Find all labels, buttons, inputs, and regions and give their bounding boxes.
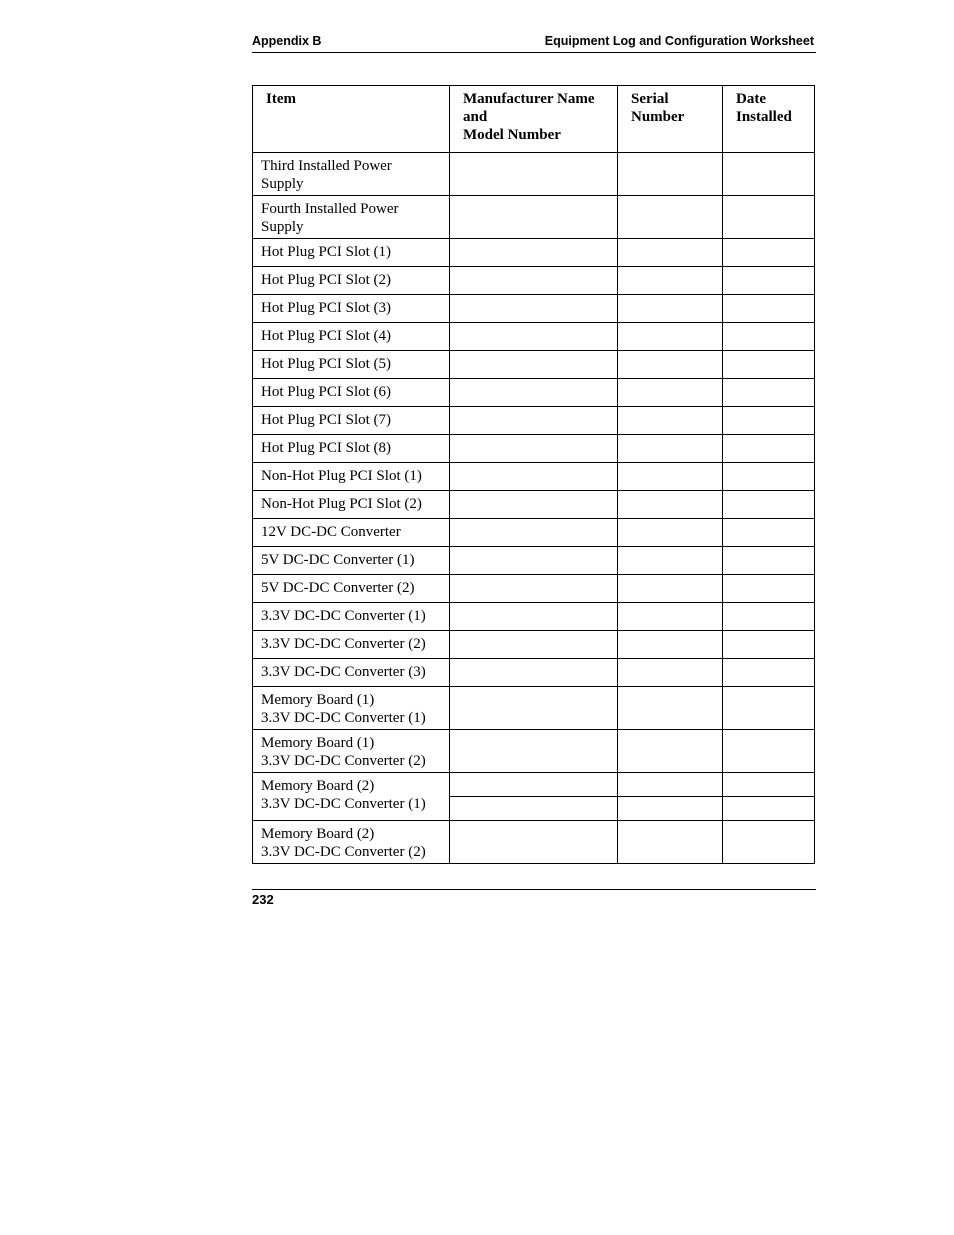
item-cell: 3.3V DC-DC Converter (2) bbox=[253, 631, 450, 659]
page-number: 232 bbox=[252, 892, 274, 907]
manufacturer-cell[interactable] bbox=[450, 379, 618, 407]
item-cell: Memory Board (1) 3.3V DC-DC Converter (1) bbox=[253, 687, 450, 730]
item-cell: Hot Plug PCI Slot (2) bbox=[253, 267, 450, 295]
header-chapter-title: Equipment Log and Configuration Worksheet bbox=[544, 34, 814, 48]
manufacturer-cell[interactable] bbox=[450, 631, 618, 659]
table-row bbox=[253, 196, 815, 239]
serial-cell[interactable] bbox=[618, 687, 723, 730]
manufacturer-cell[interactable] bbox=[450, 687, 618, 730]
manufacturer-cell[interactable] bbox=[450, 603, 618, 631]
serial-cell[interactable] bbox=[618, 659, 723, 687]
table-row bbox=[253, 631, 815, 659]
serial-cell[interactable] bbox=[618, 463, 723, 491]
item-cell: Memory Board (2) 3.3V DC-DC Converter (1) bbox=[253, 773, 450, 821]
item-cell: 5V DC-DC Converter (2) bbox=[253, 575, 450, 603]
date-cell[interactable] bbox=[723, 407, 815, 435]
date-cell[interactable] bbox=[723, 435, 815, 463]
date-cell[interactable] bbox=[723, 519, 815, 547]
date-cell[interactable] bbox=[723, 730, 815, 773]
item-cell: Hot Plug PCI Slot (4) bbox=[253, 323, 450, 351]
item-cell: Non-Hot Plug PCI Slot (2) bbox=[253, 491, 450, 519]
manufacturer-cell[interactable] bbox=[450, 267, 618, 295]
item-cell: Hot Plug PCI Slot (6) bbox=[253, 379, 450, 407]
table-row bbox=[253, 659, 815, 687]
table-row bbox=[253, 687, 815, 730]
serial-cell[interactable] bbox=[618, 351, 723, 379]
table-row bbox=[253, 730, 815, 773]
item-cell: Fourth Installed Power Supply bbox=[253, 196, 450, 239]
column-header-serial: Serial Number bbox=[618, 86, 723, 153]
date-cell[interactable] bbox=[723, 659, 815, 687]
header-section-label: Appendix B bbox=[252, 34, 322, 48]
manufacturer-cell[interactable] bbox=[450, 407, 618, 435]
serial-cell[interactable] bbox=[618, 575, 723, 603]
table-row bbox=[253, 407, 815, 435]
table-row bbox=[253, 603, 815, 631]
serial-cell[interactable] bbox=[618, 435, 723, 463]
date-cell[interactable] bbox=[723, 773, 815, 797]
table-row bbox=[253, 491, 815, 519]
date-cell[interactable] bbox=[723, 323, 815, 351]
serial-cell[interactable] bbox=[618, 547, 723, 575]
date-cell[interactable] bbox=[723, 491, 815, 519]
manufacturer-cell[interactable] bbox=[450, 519, 618, 547]
item-cell: Non-Hot Plug PCI Slot (1) bbox=[253, 463, 450, 491]
manufacturer-cell[interactable] bbox=[450, 351, 618, 379]
equipment-log-table bbox=[252, 85, 815, 864]
serial-cell[interactable] bbox=[618, 519, 723, 547]
item-cell: 3.3V DC-DC Converter (1) bbox=[253, 603, 450, 631]
serial-cell[interactable] bbox=[618, 821, 723, 864]
manufacturer-cell[interactable] bbox=[450, 323, 618, 351]
table-row bbox=[253, 351, 815, 379]
table-row bbox=[253, 575, 815, 603]
manufacturer-cell[interactable] bbox=[450, 463, 618, 491]
manufacturer-cell[interactable] bbox=[450, 547, 618, 575]
date-cell[interactable] bbox=[723, 797, 815, 821]
date-cell[interactable] bbox=[723, 687, 815, 730]
date-cell[interactable] bbox=[723, 821, 815, 864]
item-cell: Memory Board (2) 3.3V DC-DC Converter (2) bbox=[253, 821, 450, 864]
column-header-manufacturer: Manufacturer Name and Model Number bbox=[450, 86, 618, 153]
manufacturer-cell[interactable] bbox=[450, 491, 618, 519]
item-cell: Hot Plug PCI Slot (3) bbox=[253, 295, 450, 323]
serial-cell[interactable] bbox=[618, 407, 723, 435]
date-cell[interactable] bbox=[723, 575, 815, 603]
serial-cell[interactable] bbox=[618, 295, 723, 323]
table-header-row bbox=[253, 86, 815, 153]
table-row bbox=[253, 821, 815, 864]
item-cell: Hot Plug PCI Slot (8) bbox=[253, 435, 450, 463]
table-row bbox=[253, 773, 815, 797]
serial-cell[interactable] bbox=[618, 773, 723, 797]
serial-cell[interactable] bbox=[618, 797, 723, 821]
serial-cell[interactable] bbox=[618, 730, 723, 773]
manufacturer-cell[interactable] bbox=[450, 730, 618, 773]
manufacturer-cell[interactable] bbox=[450, 797, 618, 821]
column-header-item: Item bbox=[253, 86, 450, 153]
table-row bbox=[253, 379, 815, 407]
serial-cell[interactable] bbox=[618, 267, 723, 295]
serial-cell[interactable] bbox=[618, 153, 723, 196]
manufacturer-cell[interactable] bbox=[450, 575, 618, 603]
serial-cell[interactable] bbox=[618, 631, 723, 659]
running-header bbox=[252, 34, 816, 53]
item-cell: Memory Board (1) 3.3V DC-DC Converter (2) bbox=[253, 730, 450, 773]
table-row bbox=[253, 153, 815, 196]
item-cell: Hot Plug PCI Slot (7) bbox=[253, 407, 450, 435]
footer-divider bbox=[252, 889, 816, 890]
date-cell[interactable] bbox=[723, 547, 815, 575]
table-row bbox=[253, 547, 815, 575]
item-cell: 12V DC-DC Converter bbox=[253, 519, 450, 547]
manufacturer-cell[interactable] bbox=[450, 239, 618, 267]
manufacturer-cell[interactable] bbox=[450, 295, 618, 323]
table-row bbox=[253, 463, 815, 491]
column-header-date-installed: Date Installed bbox=[723, 86, 815, 153]
manufacturer-cell[interactable] bbox=[450, 773, 618, 797]
manufacturer-cell[interactable] bbox=[450, 196, 618, 239]
manufacturer-cell[interactable] bbox=[450, 153, 618, 196]
date-cell[interactable] bbox=[723, 267, 815, 295]
serial-cell[interactable] bbox=[618, 603, 723, 631]
table-row bbox=[253, 435, 815, 463]
date-cell[interactable] bbox=[723, 463, 815, 491]
serial-cell[interactable] bbox=[618, 239, 723, 267]
table-row bbox=[253, 519, 815, 547]
date-cell[interactable] bbox=[723, 153, 815, 196]
item-cell: 5V DC-DC Converter (1) bbox=[253, 547, 450, 575]
date-cell[interactable] bbox=[723, 239, 815, 267]
table-row bbox=[253, 239, 815, 267]
manufacturer-cell[interactable] bbox=[450, 821, 618, 864]
date-cell[interactable] bbox=[723, 603, 815, 631]
date-cell[interactable] bbox=[723, 379, 815, 407]
date-cell[interactable] bbox=[723, 351, 815, 379]
date-cell[interactable] bbox=[723, 631, 815, 659]
item-cell: Hot Plug PCI Slot (1) bbox=[253, 239, 450, 267]
manufacturer-cell[interactable] bbox=[450, 659, 618, 687]
table-row bbox=[253, 267, 815, 295]
table-row bbox=[253, 295, 815, 323]
serial-cell[interactable] bbox=[618, 491, 723, 519]
item-cell: Third Installed Power Supply bbox=[253, 153, 450, 196]
manufacturer-cell[interactable] bbox=[450, 435, 618, 463]
serial-cell[interactable] bbox=[618, 323, 723, 351]
serial-cell[interactable] bbox=[618, 379, 723, 407]
date-cell[interactable] bbox=[723, 295, 815, 323]
serial-cell[interactable] bbox=[618, 196, 723, 239]
item-cell: 3.3V DC-DC Converter (3) bbox=[253, 659, 450, 687]
table-row bbox=[253, 323, 815, 351]
item-cell: Hot Plug PCI Slot (5) bbox=[253, 351, 450, 379]
date-cell[interactable] bbox=[723, 196, 815, 239]
